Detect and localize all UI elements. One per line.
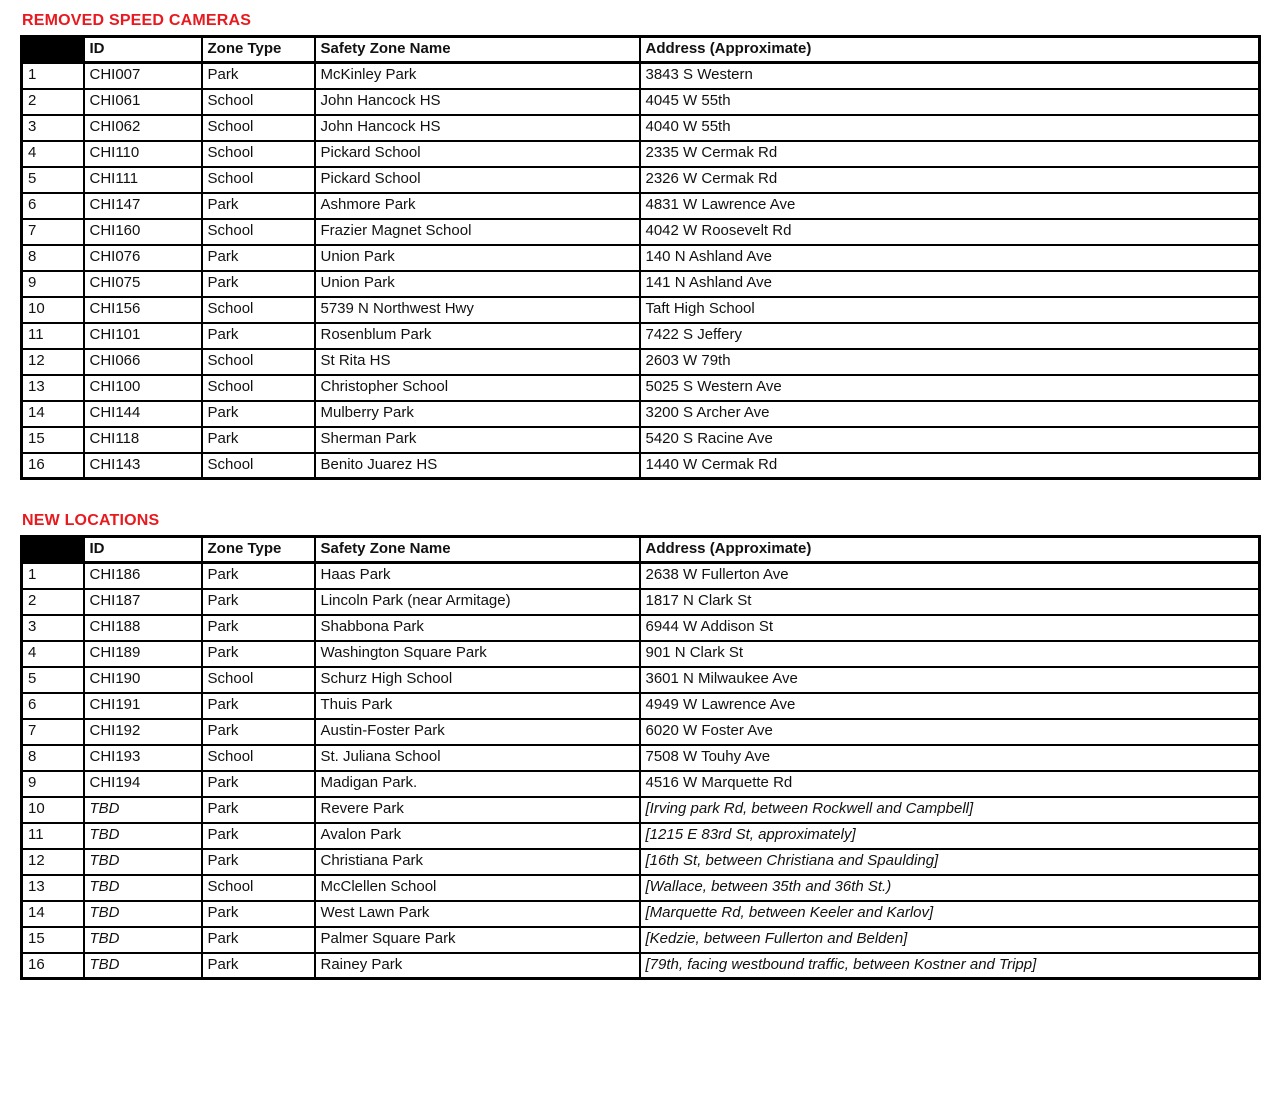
- removed-cameras-table: [20, 35, 1261, 480]
- name-cell: Pickard School: [315, 141, 640, 167]
- table-row: [22, 719, 1260, 745]
- name-cell: Benito Juarez HS: [315, 453, 640, 479]
- name-cell: John Hancock HS: [315, 115, 640, 141]
- zone-cell: School: [202, 167, 315, 193]
- address-cell: 2603 W 79th: [640, 349, 1260, 375]
- id-cell: CHI101: [84, 323, 202, 349]
- zone-cell: Park: [202, 401, 315, 427]
- address-cell: 7422 S Jeffery: [640, 323, 1260, 349]
- id-cell: CHI076: [84, 245, 202, 271]
- address-cell: 901 N Clark St: [640, 641, 1260, 667]
- table-row: [22, 745, 1260, 771]
- table-row: [22, 875, 1260, 901]
- table-row: [22, 771, 1260, 797]
- table-row: [22, 589, 1260, 615]
- table-row: [22, 375, 1260, 401]
- address-cell: 3601 N Milwaukee Ave: [640, 667, 1260, 693]
- zone-cell: Park: [202, 901, 315, 927]
- row-number-cell: 8: [22, 245, 84, 271]
- column-header: Address (Approximate): [640, 537, 1260, 563]
- zone-cell: Park: [202, 927, 315, 953]
- row-number-cell: 1: [22, 563, 84, 589]
- id-cell: CHI100: [84, 375, 202, 401]
- table-row: [22, 245, 1260, 271]
- id-cell: TBD: [84, 901, 202, 927]
- zone-cell: Park: [202, 771, 315, 797]
- address-cell: 4040 W 55th: [640, 115, 1260, 141]
- table-row: [22, 271, 1260, 297]
- table-row: [22, 297, 1260, 323]
- id-cell: CHI160: [84, 219, 202, 245]
- zone-cell: Park: [202, 427, 315, 453]
- id-cell: CHI194: [84, 771, 202, 797]
- table-row: [22, 953, 1260, 979]
- id-cell: CHI075: [84, 271, 202, 297]
- removed-cameras-title: REMOVED SPEED CAMERAS: [22, 12, 252, 29]
- name-cell: West Lawn Park: [315, 901, 640, 927]
- row-number-cell: 14: [22, 401, 84, 427]
- name-cell: Schurz High School: [315, 667, 640, 693]
- row-number-cell: 12: [22, 849, 84, 875]
- zone-cell: Park: [202, 323, 315, 349]
- removed-cameras-section: [20, 12, 1280, 480]
- zone-cell: School: [202, 875, 315, 901]
- address-cell: 3843 S Western: [640, 63, 1260, 89]
- row-number-cell: 10: [22, 297, 84, 323]
- name-cell: St Rita HS: [315, 349, 640, 375]
- new-locations-table: [20, 535, 1261, 980]
- header-row: [22, 537, 1260, 563]
- address-cell: 4042 W Roosevelt Rd: [640, 219, 1260, 245]
- name-cell: Washington Square Park: [315, 641, 640, 667]
- table-row: [22, 693, 1260, 719]
- id-cell: CHI066: [84, 349, 202, 375]
- address-cell: [79th, facing westbound traffic, between Kostner and Tripp]: [640, 953, 1260, 979]
- id-cell: CHI061: [84, 89, 202, 115]
- address-cell: 4516 W Marquette Rd: [640, 771, 1260, 797]
- row-number-cell: 15: [22, 927, 84, 953]
- id-cell: CHI193: [84, 745, 202, 771]
- address-cell: 7508 W Touhy Ave: [640, 745, 1260, 771]
- zone-cell: Park: [202, 953, 315, 979]
- zone-cell: School: [202, 115, 315, 141]
- zone-cell: Park: [202, 63, 315, 89]
- address-cell: 5420 S Racine Ave: [640, 427, 1260, 453]
- address-cell: [1215 E 83rd St, approximately]: [640, 823, 1260, 849]
- row-number-cell: 12: [22, 349, 84, 375]
- zone-cell: Park: [202, 693, 315, 719]
- address-cell: 2326 W Cermak Rd: [640, 167, 1260, 193]
- table-row: [22, 797, 1260, 823]
- name-cell: Pickard School: [315, 167, 640, 193]
- row-number-cell: 13: [22, 375, 84, 401]
- name-cell: Rosenblum Park: [315, 323, 640, 349]
- name-cell: Lincoln Park (near Armitage): [315, 589, 640, 615]
- address-cell: [Marquette Rd, between Keeler and Karlov]: [640, 901, 1260, 927]
- column-header: ID: [84, 537, 202, 563]
- name-cell: Thuis Park: [315, 693, 640, 719]
- row-number-cell: 6: [22, 693, 84, 719]
- column-header: Zone Type: [202, 537, 315, 563]
- address-cell: 1817 N Clark St: [640, 589, 1260, 615]
- zone-cell: School: [202, 745, 315, 771]
- table-row: [22, 641, 1260, 667]
- id-cell: CHI144: [84, 401, 202, 427]
- row-number-cell: 7: [22, 719, 84, 745]
- name-cell: Revere Park: [315, 797, 640, 823]
- row-number-cell: 11: [22, 823, 84, 849]
- name-cell: Rainey Park: [315, 953, 640, 979]
- id-cell: CHI062: [84, 115, 202, 141]
- header-row: [22, 37, 1260, 63]
- address-cell: 4045 W 55th: [640, 89, 1260, 115]
- table-row: [22, 141, 1260, 167]
- id-cell: CHI111: [84, 167, 202, 193]
- zone-cell: School: [202, 375, 315, 401]
- id-cell: CHI187: [84, 589, 202, 615]
- column-header: Zone Type: [202, 37, 315, 63]
- zone-cell: School: [202, 219, 315, 245]
- row-number-cell: 5: [22, 167, 84, 193]
- table-row: [22, 615, 1260, 641]
- name-cell: Christiana Park: [315, 849, 640, 875]
- name-cell: Avalon Park: [315, 823, 640, 849]
- address-cell: [Kedzie, between Fullerton and Belden]: [640, 927, 1260, 953]
- name-cell: Ashmore Park: [315, 193, 640, 219]
- zone-cell: Park: [202, 823, 315, 849]
- id-cell: TBD: [84, 849, 202, 875]
- id-cell: CHI143: [84, 453, 202, 479]
- name-cell: Union Park: [315, 245, 640, 271]
- table-row: [22, 349, 1260, 375]
- name-cell: Frazier Magnet School: [315, 219, 640, 245]
- row-number-cell: 4: [22, 141, 84, 167]
- table-row: [22, 427, 1260, 453]
- id-cell: TBD: [84, 953, 202, 979]
- name-cell: Sherman Park: [315, 427, 640, 453]
- row-number-cell: 14: [22, 901, 84, 927]
- new-locations-title: NEW LOCATIONS: [22, 512, 160, 529]
- name-cell: Union Park: [315, 271, 640, 297]
- id-cell: TBD: [84, 797, 202, 823]
- address-cell: 141 N Ashland Ave: [640, 271, 1260, 297]
- table-row: [22, 823, 1260, 849]
- row-number-cell: 9: [22, 271, 84, 297]
- row-number-cell: 13: [22, 875, 84, 901]
- address-cell: 1440 W Cermak Rd: [640, 453, 1260, 479]
- row-number-cell: 16: [22, 953, 84, 979]
- zone-cell: Park: [202, 193, 315, 219]
- zone-cell: Park: [202, 271, 315, 297]
- id-cell: TBD: [84, 927, 202, 953]
- row-number-cell: 7: [22, 219, 84, 245]
- zone-cell: School: [202, 297, 315, 323]
- column-header: Address (Approximate): [640, 37, 1260, 63]
- address-cell: 5025 S Western Ave: [640, 375, 1260, 401]
- table-row: [22, 927, 1260, 953]
- zone-cell: Park: [202, 563, 315, 589]
- row-number-cell: 1: [22, 63, 84, 89]
- id-cell: TBD: [84, 875, 202, 901]
- address-cell: 6944 W Addison St: [640, 615, 1260, 641]
- name-cell: Madigan Park.: [315, 771, 640, 797]
- address-cell: 6020 W Foster Ave: [640, 719, 1260, 745]
- id-cell: CHI110: [84, 141, 202, 167]
- zone-cell: Park: [202, 719, 315, 745]
- name-cell: St. Juliana School: [315, 745, 640, 771]
- address-cell: 3200 S Archer Ave: [640, 401, 1260, 427]
- id-cell: CHI118: [84, 427, 202, 453]
- row-number-cell: 8: [22, 745, 84, 771]
- zone-cell: Park: [202, 589, 315, 615]
- table-row: [22, 193, 1260, 219]
- name-cell: Christopher School: [315, 375, 640, 401]
- id-cell: CHI147: [84, 193, 202, 219]
- table-row: [22, 901, 1260, 927]
- row-number-cell: 2: [22, 89, 84, 115]
- row-number-cell: 3: [22, 615, 84, 641]
- new-locations-section: [20, 512, 1280, 980]
- name-cell: Austin-Foster Park: [315, 719, 640, 745]
- column-header: Safety Zone Name: [315, 537, 640, 563]
- row-number-cell: 6: [22, 193, 84, 219]
- id-cell: CHI188: [84, 615, 202, 641]
- table-row: [22, 563, 1260, 589]
- row-number-cell: 5: [22, 667, 84, 693]
- table-row: [22, 167, 1260, 193]
- zone-cell: Park: [202, 615, 315, 641]
- column-header: Safety Zone Name: [315, 37, 640, 63]
- row-number-cell: 16: [22, 453, 84, 479]
- id-cell: CHI186: [84, 563, 202, 589]
- column-header: ID: [84, 37, 202, 63]
- zone-cell: School: [202, 141, 315, 167]
- zone-cell: School: [202, 667, 315, 693]
- name-cell: Shabbona Park: [315, 615, 640, 641]
- zone-cell: Park: [202, 245, 315, 271]
- zone-cell: School: [202, 453, 315, 479]
- name-cell: Palmer Square Park: [315, 927, 640, 953]
- table-row: [22, 219, 1260, 245]
- row-number-header: [22, 37, 84, 63]
- name-cell: 5739 N Northwest Hwy: [315, 297, 640, 323]
- row-number-cell: 9: [22, 771, 84, 797]
- table-row: [22, 323, 1260, 349]
- address-cell: [Irving park Rd, between Rockwell and Campbell]: [640, 797, 1260, 823]
- row-number-cell: 2: [22, 589, 84, 615]
- zone-cell: Park: [202, 797, 315, 823]
- zone-cell: Park: [202, 849, 315, 875]
- address-cell: [16th St, between Christiana and Spaulding]: [640, 849, 1260, 875]
- id-cell: CHI189: [84, 641, 202, 667]
- table-row: [22, 115, 1260, 141]
- zone-cell: School: [202, 349, 315, 375]
- row-number-cell: 11: [22, 323, 84, 349]
- name-cell: McClellen School: [315, 875, 640, 901]
- id-cell: CHI190: [84, 667, 202, 693]
- row-number-cell: 15: [22, 427, 84, 453]
- name-cell: McKinley Park: [315, 63, 640, 89]
- table-row: [22, 667, 1260, 693]
- table-row: [22, 63, 1260, 89]
- id-cell: CHI156: [84, 297, 202, 323]
- zone-cell: Park: [202, 641, 315, 667]
- address-cell: 4949 W Lawrence Ave: [640, 693, 1260, 719]
- id-cell: CHI007: [84, 63, 202, 89]
- address-cell: [Wallace, between 35th and 36th St.): [640, 875, 1260, 901]
- row-number-cell: 3: [22, 115, 84, 141]
- address-cell: 2335 W Cermak Rd: [640, 141, 1260, 167]
- row-number-header: [22, 537, 84, 563]
- name-cell: John Hancock HS: [315, 89, 640, 115]
- row-number-cell: 10: [22, 797, 84, 823]
- zone-cell: School: [202, 89, 315, 115]
- table-row: [22, 401, 1260, 427]
- address-cell: Taft High School: [640, 297, 1260, 323]
- row-number-cell: 4: [22, 641, 84, 667]
- address-cell: 2638 W Fullerton Ave: [640, 563, 1260, 589]
- name-cell: Haas Park: [315, 563, 640, 589]
- name-cell: Mulberry Park: [315, 401, 640, 427]
- table-row: [22, 89, 1260, 115]
- id-cell: TBD: [84, 823, 202, 849]
- table-row: [22, 849, 1260, 875]
- address-cell: 140 N Ashland Ave: [640, 245, 1260, 271]
- id-cell: CHI191: [84, 693, 202, 719]
- id-cell: CHI192: [84, 719, 202, 745]
- table-row: [22, 453, 1260, 479]
- address-cell: 4831 W Lawrence Ave: [640, 193, 1260, 219]
